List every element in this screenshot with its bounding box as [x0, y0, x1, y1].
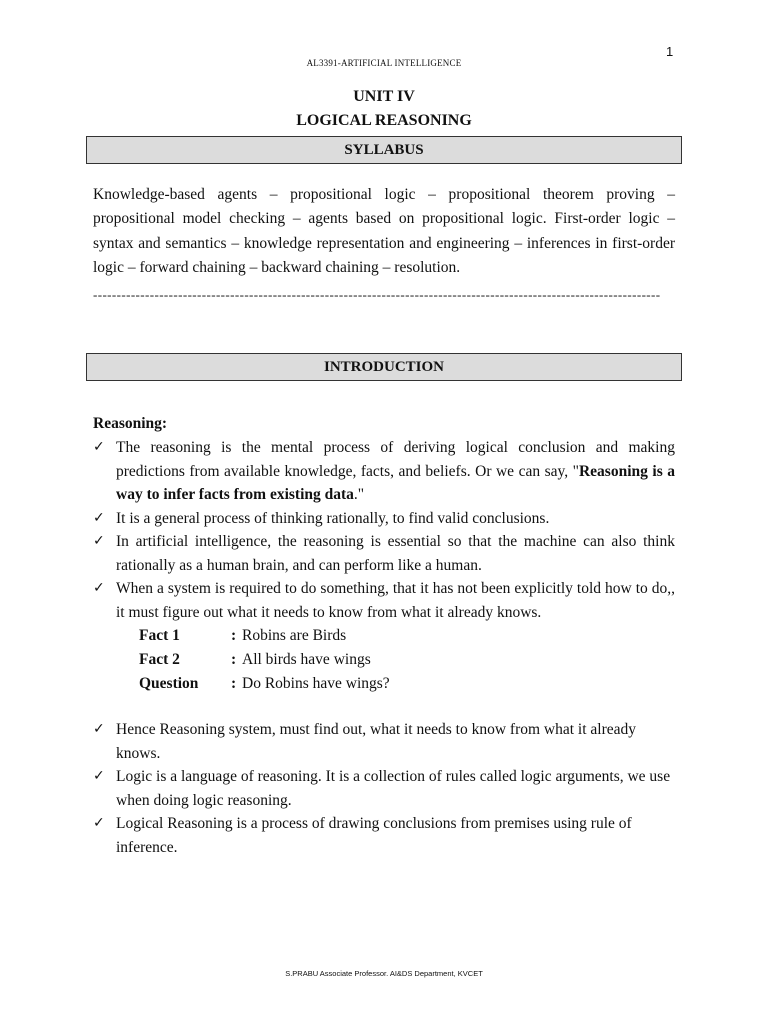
bullet-text: The reasoning is the mental process of deriving logical conclusion and making predictions from available knowledge, facts, and beliefs. Or we can say, " — [116, 439, 675, 480]
fact-row — [116, 648, 675, 672]
fact-row — [116, 624, 675, 648]
course-header: AL3391-ARTIFICIAL INTELLIGENCE — [306, 58, 462, 68]
check-icon: ✓ — [93, 509, 105, 526]
unit-title: UNIT IV — [353, 88, 415, 105]
separator-line: ------------------------------------------------------------------------------------------------------------------------ — [93, 287, 661, 302]
list-item — [93, 718, 675, 765]
list-item — [93, 507, 675, 531]
list-item — [93, 812, 675, 859]
list-item — [93, 530, 675, 577]
check-icon: ✓ — [93, 815, 105, 831]
facts-block — [93, 624, 675, 696]
fact-separator: : — [231, 627, 237, 644]
bullet-bold-text: Reasoning is a way to infer facts from existing data — [116, 462, 675, 503]
check-icon: ✓ — [93, 721, 105, 737]
introduction-heading-box — [86, 353, 682, 381]
reasoning-subheading: Reasoning: — [93, 415, 168, 432]
list-item — [93, 577, 675, 624]
fact-value: Robins are Birds — [242, 627, 347, 644]
page-footer: S.PRABU Associate Professor. AI&DS Department, KVCET — [285, 969, 483, 978]
bullet-text: It is a general process of thinking rationally, to find valid conclusions. — [116, 509, 550, 527]
fact-row — [116, 672, 675, 696]
question-value: Do Robins have wings? — [242, 675, 390, 692]
syllabus-text: Knowledge-based agents – propositional logic – propositional theorem proving – propositional model checking – agents based on propositional logic. First-order logic – syntax and semantics – knowledge representation and engineering – inferences in first-order logic – forward chaining – backward chaining – resolution. — [93, 186, 675, 277]
list-item — [93, 436, 675, 507]
introduction-heading: INTRODUCTION — [323, 359, 444, 375]
check-icon: ✓ — [93, 580, 105, 596]
check-icon: ✓ — [93, 768, 105, 784]
bullet-text: When a system is required to do something, that it has not been explicitly told how to do,, it must figure out what it needs to know from what it already knows. — [116, 580, 675, 621]
bullet-text-end: ." — [353, 486, 365, 503]
fact-label: Fact 2 — [139, 651, 180, 668]
fact-separator: : — [231, 651, 237, 668]
page-number: 1 — [666, 44, 674, 59]
check-icon: ✓ — [93, 439, 105, 455]
bullet-text: In artificial intelligence, the reasoning is essential so that the machine can also think rationally as a human brain, and can perform like a human. — [116, 533, 675, 574]
reasoning-bullet-list — [93, 436, 675, 859]
bullet-text: Hence Reasoning system, must find out, what it needs to know from what it already knows. — [116, 721, 637, 762]
unit-subtitle: LOGICAL REASONING — [296, 112, 472, 129]
syllabus-heading-box — [86, 136, 682, 164]
syllabus-heading: SYLLABUS — [344, 142, 424, 158]
question-label: Question — [139, 675, 199, 692]
fact-label: Fact 1 — [139, 627, 180, 644]
fact-separator: : — [231, 675, 237, 692]
bullet-text: Logical Reasoning is a process of drawing conclusions from premises using rule of inference. — [116, 815, 632, 856]
bullet-text: Logic is a language of reasoning. It is a collection of rules called logic arguments, we use when doing logic reasoning. — [116, 768, 671, 809]
check-icon: ✓ — [93, 533, 105, 549]
list-item — [93, 765, 675, 812]
fact-value: All birds have wings — [242, 651, 371, 668]
